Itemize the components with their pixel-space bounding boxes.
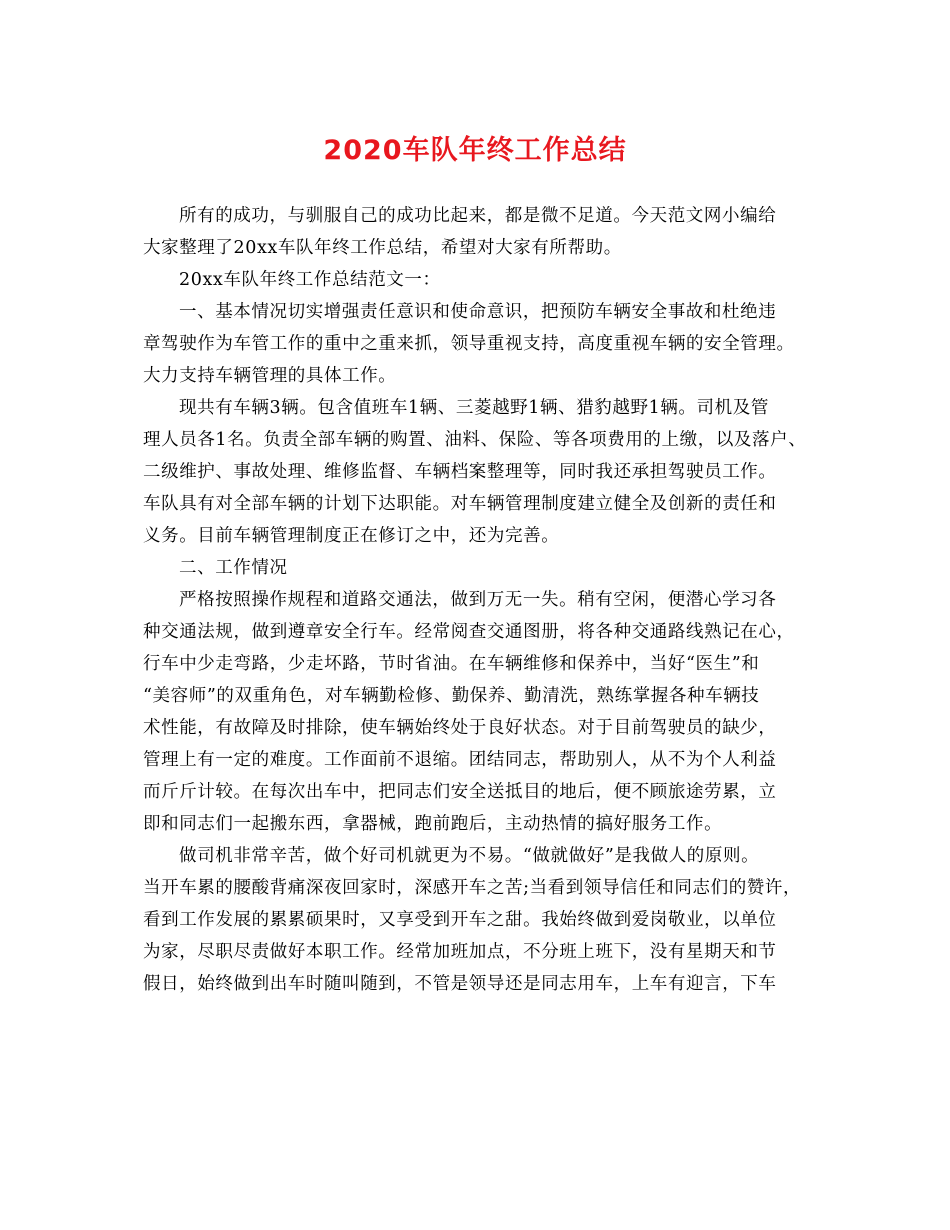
text-line: 章驾驶作为车管工作的重中之重来抓，领导重视支持，高度重视车辆的安全管理。	[143, 334, 795, 354]
text-line: 术性能，有故障及时排除，使车辆始终处于良好状态。对于目前驾驶员的缺少，	[143, 718, 777, 738]
text-line: 管理上有一定的难度。工作面前不退缩。团结同志，帮助别人，从不为个人利益	[143, 750, 777, 770]
text-line: 二级维护、事故处理、维修监督、车辆档案整理等，同时我还承担驾驶员工作。	[143, 462, 777, 482]
text-line: 看到工作发展的累累硕果时，又享受到开车之甜。我始终做到爱岗敬业，以单位	[143, 910, 777, 930]
document-body	[143, 200, 843, 1000]
text-line: 而斤斤计较。在每次出车中，把同志们安全送抵目的地后，便不顾旅途劳累，立	[143, 782, 777, 802]
document-title: 2020车队年终工作总结	[323, 135, 627, 166]
text-line: 为家，尽职尽责做好本职工作。经常加班加点，不分班上班下，没有星期天和节	[143, 942, 777, 962]
text-line: 现共有车辆3辆。包含值班车1辆、三菱越野1辆、猎豹越野1辆。司机及管	[179, 398, 769, 418]
text-line: 做司机非常辛苦，做个好司机就更为不易。“做就做好”是我做人的原则。	[179, 846, 760, 866]
text-line: 义务。目前车辆管理制度正在修订之中，还为完善。	[143, 526, 560, 546]
text-line: 假日，始终做到出车时随叫随到，不管是领导还是同志用车，上车有迎言，下车	[143, 974, 777, 994]
text-line: 当开车累的腰酸背痛深夜回家时，深感开车之苦;当看到领导信任和同志们的赞许，	[143, 878, 802, 898]
text-line: 大力支持车辆管理的具体工作。	[143, 366, 397, 386]
text-line: 所有的成功，与驯服自己的成功比起来，都是微不足道。今天范文网小编给	[179, 206, 777, 226]
text-line: 行车中少走弯路，少走坏路，节时省油。在车辆维修和保养中，当好“医生”和	[143, 654, 760, 674]
text-line: 二、工作情况	[179, 558, 288, 578]
text-line: “美容师”的双重角色，对车辆勤检修、勤保养、勤清洗，熟练掌握各种车辆技	[143, 686, 760, 706]
text-line: 理人员各1名。负责全部车辆的购置、油料、保险、等各项费用的上缴，以及落户、	[143, 430, 807, 450]
text-line: 一、基本情况切实增强责任意识和使命意识，把预防车辆安全事故和杜绝违	[179, 302, 777, 322]
text-line: 20xx车队年终工作总结范文一：	[179, 270, 441, 290]
text-line: 严格按照操作规程和道路交通法，做到万无一失。稍有空闲，便潜心学习各	[179, 590, 777, 610]
text-line: 即和同志们一起搬东西，拿器械，跑前跑后，主动热情的搞好服务工作。	[143, 814, 723, 834]
text-line: 大家整理了20xx车队年终工作总结，希望对大家有所帮助。	[143, 238, 622, 258]
text-line: 种交通法规，做到遵章安全行车。经常阅查交通图册，将各种交通路线熟记在心，	[143, 622, 795, 642]
text-line: 车队具有对全部车辆的计划下达职能。对车辆管理制度建立健全及创新的责任和	[143, 494, 777, 514]
